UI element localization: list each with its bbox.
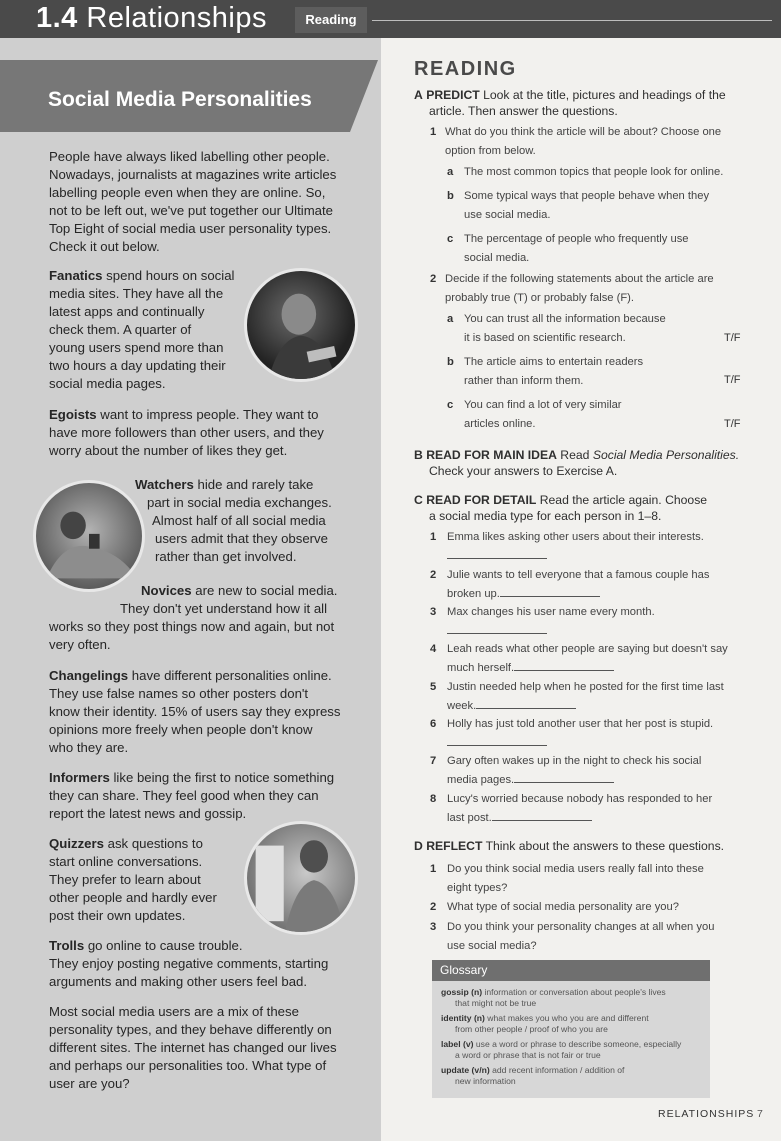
true-false-b: T/F — [724, 374, 741, 386]
exercise-a-q1-option-c: c The percentage of people who frequently use social media. — [447, 233, 689, 264]
quizzers-paragraph: Quizzers ask questions to start online conversations. They prefer to learn about other people and hardly ever post their own updates. — [49, 836, 217, 923]
exercise-c-heading: C READ FOR DETAIL Read the article again. Choose a social media type for each person in 1–8. — [414, 493, 708, 523]
informers-paragraph: Informers like being the first to notice something they can share. They feel good when they can report the latest news and gossip. — [49, 770, 335, 821]
exercise-c-item-5: 5 Justin needed help when he posted for the first time last week. — [430, 681, 724, 712]
exercise-c-item-1: 1 Emma likes asking other users about their interests. — [430, 528, 760, 566]
watchers-paragraph: Watchers hide and rarely take part in social media exchanges. Almost half of all social media users admit that they observe rather than get involved. — [135, 477, 332, 564]
answer-blank[interactable] — [447, 558, 547, 559]
exercise-b-heading: B READ FOR MAIN IDEA Read Social Media Personalities. Check your answers to Exercise A. — [414, 448, 740, 478]
glossary-entry-label: label (v) use a word or phrase to describe someone, especially a word or phrase that is not fair or true — [441, 1039, 682, 1060]
unit-title: 1.4 Relationships — [36, 2, 267, 34]
section-tab: Reading — [295, 7, 367, 33]
answer-blank[interactable] — [476, 708, 576, 709]
footer-label: RELATIONSHIPS — [658, 1108, 755, 1120]
exercise-c-item-2: 2 Julie wants to tell everyone that a famous couple has broken up. — [430, 569, 710, 600]
glossary-entry-update: update (v/n) add recent information / addition of new information — [441, 1065, 625, 1086]
exercise-c-item-7: 7 Gary often wakes up in the night to check his social media pages. — [430, 755, 702, 786]
exercise-a-q1: 1 What do you think the article will be about? Choose one option from below. — [430, 126, 722, 157]
answer-blank[interactable] — [514, 782, 614, 783]
exercise-a-q2-option-c: c You can find a lot of very similar articles online. — [447, 399, 622, 430]
exercise-c-item-8: 8 Lucy's worried because nobody has responded to her last post. — [430, 793, 713, 824]
exercise-a-q1-option-b: b Some typical ways that people behave when they use social media. — [447, 190, 710, 221]
article-intro: People have always liked labelling other people. Nowadays, journalists at magazines write articles labelling people even when they are online. So, not to be left out, we've put together our Ultimate Top Eight of social media user personality types. Check it out below. — [49, 149, 337, 254]
watcher-photo — [33, 480, 145, 592]
exercise-d-item-1: 1 Do you think social media users really fall into these eight types? — [430, 863, 704, 894]
article-title: Social Media Personalities — [48, 88, 312, 111]
novices-paragraph: Novices are new to social media. They don't yet understand how it all works so they post things now and again, but not very often. — [49, 583, 338, 652]
exercise-c-item-4: 4 Leah reads what other people are saying but doesn't say much herself. — [430, 643, 728, 674]
page-header — [0, 0, 781, 38]
exercise-a-q2: 2 Decide if the following statements about the article are probably true (T) or probably false (F). — [430, 273, 714, 304]
answer-blank[interactable] — [447, 633, 547, 634]
answer-blank[interactable] — [500, 596, 600, 597]
changelings-paragraph: Changelings have different personalities online. They use false names so other posters don't know their identity. 15% of users say they express opinions more freely when people don't know who they are. — [49, 668, 341, 755]
glossary-entry-identity: identity (n) what makes you who you are and different from other people / proof of who you are — [441, 1013, 649, 1034]
exercise-a-heading: A PREDICT Look at the title, pictures and headings of the article. Then answer the questions. — [414, 88, 726, 118]
exercise-a-q2-option-b: b The article aims to entertain readers rather than inform them. — [447, 356, 644, 387]
reading-heading: READING — [414, 58, 517, 80]
exercise-d-item-3: 3 Do you think your personality changes at all when you use social media? — [430, 921, 715, 952]
egoists-paragraph: Egoists want to impress people. They want to have more followers than other users, and they worry about the number of likes they get. — [49, 407, 324, 458]
exercise-a-q1-option-a: a The most common topics that people look for online. — [447, 166, 724, 178]
fanatic-photo — [244, 268, 358, 382]
true-false-a: T/F — [724, 332, 741, 344]
exercise-a-q2-option-a: a You can trust all the information because it is based on scientific research. — [447, 313, 666, 344]
answer-blank[interactable] — [514, 670, 614, 671]
page-number: 7 — [757, 1108, 763, 1120]
article-banner-notch — [350, 60, 378, 132]
exercise-c-item-3: 3 Max changes his user name every month. — [430, 603, 760, 641]
true-false-c: T/F — [724, 418, 741, 430]
exercise-d-heading: D REFLECT Think about the answers to these questions. — [414, 839, 725, 853]
header-rule — [372, 20, 772, 21]
answer-blank[interactable] — [447, 745, 547, 746]
article-closing: Most social media users are a mix of these personality types, and they behave differently on different sites. The internet has changed our lives and perhaps our personalities too. What type of user are you? — [49, 1004, 337, 1091]
exercise-d-item-2: 2 What type of social media personality are you? — [430, 901, 679, 913]
fanatics-paragraph: Fanatics spend hours on social media sites. They have all the latest apps and continually check them. A quarter of young users spend more than two hours a day updating their social media pages. — [49, 268, 235, 391]
glossary-title: Glossary — [432, 960, 710, 981]
glossary-box — [432, 960, 710, 1098]
quizzer-photo — [244, 821, 358, 935]
glossary-entry-gossip: gossip (n) information or conversation about people's lives that might not be true — [441, 987, 666, 1008]
answer-blank[interactable] — [492, 820, 592, 821]
exercise-c-item-6: 6 Holly has just told another user that her post is stupid. — [430, 715, 760, 753]
trolls-paragraph: Trolls go online to cause trouble. They enjoy posting negative comments, starting arguments and making other users feel bad. — [49, 938, 329, 989]
